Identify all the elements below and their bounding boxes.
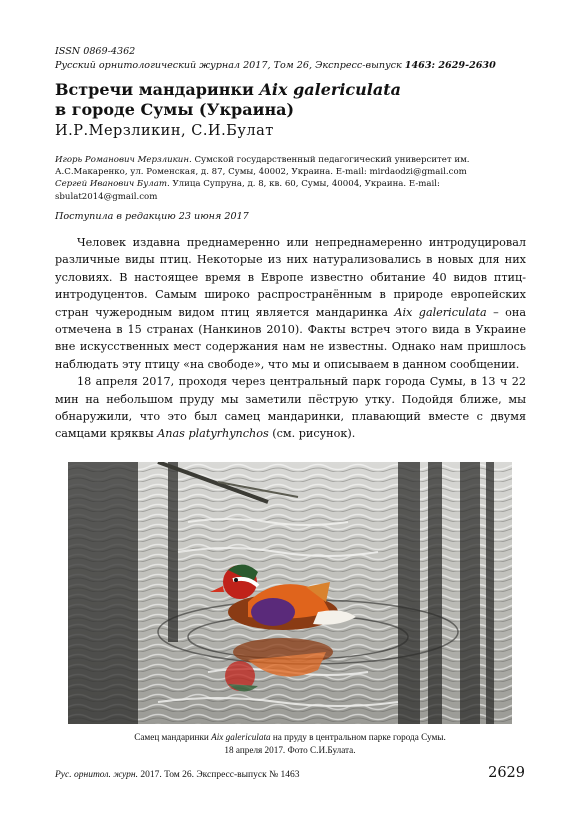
article-title: Встречи мандаринки Aix galericulata в городе Сумы (Украина) — [55, 80, 401, 119]
footer-citation: Рус. орнитол. журн. 2017. Том 26. Экспресс-выпуск № 1463 — [55, 770, 300, 780]
mandarin-duck-photo — [68, 462, 512, 724]
issn: ISSN 0869-4362 — [55, 46, 136, 57]
affiliation-2: Сергей Иванович Булат. Улица Супруна, д. 8, кв. 60, Сумы, 40004, Украина. E-mail: sbulat2014@gmail.com — [55, 179, 440, 202]
affiliation-1: Игорь Романович Мерзликин. Сумской государственный педагогический университет им. А.С.Макаренко, ул. Роменская, д. 87, Сумы, 40002, Украина. E-mail: mirdaodzi@gmail.com — [55, 155, 470, 178]
authors: И.Р.Мерзликин, С.И.Булат — [55, 123, 274, 139]
paragraph-1: Человек издавна преднамеренно или непреднамеренно интродуцировал различные виды птиц. Некоторые из них натурализовались в новых для них условиях. В настоящее время в Европе известно обитание 40 видов птиц-интродуцентов. Самым широко распространённым в природе европейских стран чужеродным видом птиц является мандаринка Aix galericulata – она отмечена в 15 странах (Нанкинов 2010). Факты встреч этого вида в Украине вне искусственных мест содержания нам не известны. Однако нам пришлось наблюдать эту птицу «на свободе», что мы и описываем в данном сообщении. — [55, 236, 526, 371]
journal-citation: Русский орнитологический журнал 2017, Том 26, Экспресс-выпуск 1463: 2629-2630 — [55, 60, 496, 71]
page-footer — [55, 765, 525, 785]
paragraph-2: 18 апреля 2017, проходя через центральный парк города Сумы, в 13 ч 22 мин на небольшом пруду мы заметили пёструю утку. Подойдя ближе, мы обнаружили, что это был самец мандаринки, плавающий вместе с двумя самцами кряквы Anas platyrhynchos (см. рисунок). — [55, 375, 526, 441]
page-range: : 2629-2630 — [431, 60, 496, 71]
figure-caption: Самец мандаринки Aix galericulata на пруду в центральном парке города Сумы. 18 апреля 2017. Фото С.И.Булата. — [134, 732, 446, 755]
photo-illustration — [68, 462, 512, 724]
article-body — [55, 234, 526, 443]
issue-number: 1463 — [404, 60, 432, 71]
title-species: Aix galericulata — [259, 80, 401, 99]
page-number: 2629 — [488, 765, 525, 781]
affiliations — [55, 154, 535, 203]
caption-species: Aix galericulata — [211, 732, 271, 742]
received-date: Поступила в редакцию 23 июня 2017 — [55, 211, 249, 222]
journal-header — [55, 45, 525, 73]
